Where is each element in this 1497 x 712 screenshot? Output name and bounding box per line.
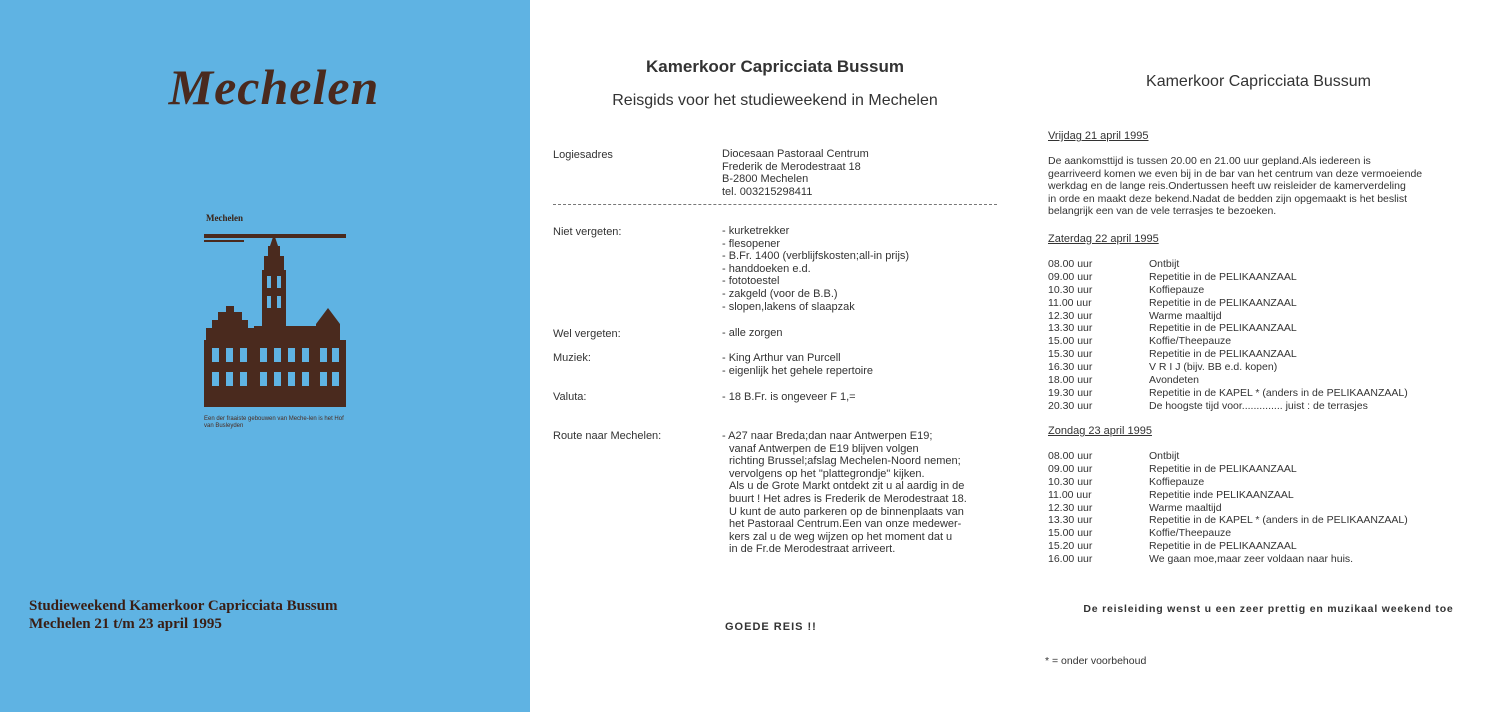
- list-item: - alle zorgen: [722, 327, 783, 339]
- cover-footer: [29, 597, 337, 633]
- cover-footer-line2: Mechelen 21 t/m 23 april 1995: [29, 616, 222, 632]
- schedule-time: 09.00 uur: [1048, 462, 1093, 475]
- saturday-heading: Zaterdag 22 april 1995: [1048, 233, 1159, 245]
- hof-van-busleyden-illustration: [204, 232, 346, 410]
- list-item: - fototoestel: [722, 275, 780, 288]
- sunday-schedule: [1048, 450, 1488, 566]
- route-line: buurt ! Het adres is Frederik de Merodestraat 18.: [729, 492, 967, 505]
- schedule-activity: Repetitie in de PELIKAANZAAL: [1149, 270, 1297, 283]
- schedule-time: 19.30 uur: [1048, 386, 1093, 399]
- list-item: - 18 B.Fr. is ongeveer F 1,=: [722, 391, 856, 403]
- cover-image-label: Mechelen: [206, 213, 243, 223]
- intro-line: De aankomsttijd is tussen 20.00 en 21.00 uur gepland.Als iedereen is: [1048, 155, 1371, 167]
- schedule-activity: Repetitie in de PELIKAANZAAL: [1149, 462, 1297, 475]
- saturday-schedule: [1048, 258, 1488, 413]
- do-forget-list: [722, 327, 783, 340]
- schedule-time: 08.00 uur: [1048, 258, 1093, 270]
- schedule-time: 10.30 uur: [1048, 283, 1093, 296]
- schedule-row: [1048, 310, 1488, 323]
- dont-forget-list: [722, 225, 909, 313]
- schedule-activity: V R I J (bijv. BB e.d. kopen): [1149, 361, 1278, 374]
- schedule-row: [1048, 387, 1488, 400]
- intro-line: werkdag en de lange reis.Ondertussen heeft uw reisleider de kamerverdeling: [1048, 180, 1406, 193]
- section-divider: [553, 204, 997, 205]
- schedule-activity: Ontbijt: [1149, 258, 1180, 270]
- list-item: - flesopener: [722, 237, 781, 250]
- schedule-activity: Repetitie in de KAPEL * (anders in de PELIKAANZAAL): [1149, 386, 1408, 399]
- route-line: vanaf Antwerpen de E19 blijven volgen: [729, 442, 919, 455]
- cover-title: Mechelen: [168, 59, 380, 115]
- schedule-activity: Repetitie in de KAPEL * (anders in de PELIKAANZAAL): [1149, 514, 1408, 527]
- route-line: kers zal u de weg wijzen op het moment dat u: [729, 530, 953, 543]
- guide-title: Kamerkoor Capricciata Bussum: [646, 57, 904, 76]
- schedule-time: 18.00 uur: [1048, 374, 1093, 387]
- guide-subtitle: Reisgids voor het studieweekend in Mechelen: [612, 92, 938, 109]
- list-item: - kurketrekker: [722, 225, 790, 237]
- schedule-footnote: * = onder voorbehoud: [1045, 655, 1147, 667]
- lodging-label: Logiesadres: [553, 149, 613, 161]
- music-list: [722, 352, 873, 377]
- lodging-address: [722, 148, 869, 198]
- schedule-activity: Warme maaltijd: [1149, 501, 1222, 514]
- address-line: B-2800 Mechelen: [722, 173, 809, 186]
- list-item: - zakgeld (voor de B.B.): [722, 287, 838, 300]
- schedule-row: [1048, 540, 1488, 553]
- friday-heading: Vrijdag 21 april 1995: [1048, 130, 1149, 142]
- do-forget-label: Wel vergeten:: [553, 328, 621, 340]
- schedule-activity: Koffie/Theepauze: [1149, 527, 1232, 540]
- schedule-page: [1020, 0, 1497, 712]
- schedule-row: [1048, 374, 1488, 387]
- sunday-heading: Zondag 23 april 1995: [1048, 425, 1152, 437]
- intro-line: gearriveerd komen we even bij in de bar van het centrum van deze vermoeiende: [1048, 167, 1423, 180]
- schedule-row: [1048, 553, 1488, 566]
- address-line: Frederik de Merodestraat 18: [722, 160, 861, 173]
- schedule-time: 09.00 uur: [1048, 270, 1093, 283]
- route-line: in de Fr.de Merodestraat arriveert.: [729, 543, 896, 556]
- schedule-row: [1048, 476, 1488, 489]
- schedule-row: [1048, 450, 1488, 463]
- schedule-row: [1048, 258, 1488, 271]
- schedule-activity: Repetitie in de PELIKAANZAAL: [1149, 296, 1297, 309]
- schedule-activity: We gaan moe,maar zeer voldaan naar huis.: [1149, 553, 1354, 566]
- schedule-activity: Repetitie in de PELIKAANZAAL: [1149, 322, 1297, 335]
- schedule-row: [1048, 514, 1488, 527]
- intro-line: belangrijk een van de vele terrasjes te bezoeken.: [1048, 205, 1277, 218]
- schedule-activity: Repetitie in de PELIKAANZAAL: [1149, 348, 1297, 361]
- schedule-row: [1048, 502, 1488, 515]
- schedule-time: 08.00 uur: [1048, 450, 1093, 462]
- route-line: het Pastoraal Centrum.Een van onze medewer-: [729, 518, 962, 531]
- schedule-row: [1048, 284, 1488, 297]
- schedule-time: 12.30 uur: [1048, 501, 1093, 514]
- schedule-time: 20.30 uur: [1048, 399, 1093, 412]
- route-label: Route naar Mechelen:: [553, 430, 662, 442]
- guide-closing: GOEDE REIS !!: [725, 621, 817, 633]
- schedule-time: 15.00 uur: [1048, 335, 1093, 348]
- schedule-time: 16.30 uur: [1048, 361, 1093, 374]
- schedule-time: 12.30 uur: [1048, 309, 1093, 322]
- schedule-activity: Avondeten: [1149, 374, 1200, 387]
- cover-image-caption: Een der fraaiste gebouwen van Meche-len is het Hof van Busleyden: [204, 416, 344, 429]
- schedule-activity: Repetitie in de PELIKAANZAAL: [1149, 540, 1297, 553]
- schedule-row: [1048, 527, 1488, 540]
- music-label: Muziek:: [553, 352, 591, 364]
- address-line: Diocesaan Pastoraal Centrum: [722, 148, 869, 160]
- schedule-time: 13.30 uur: [1048, 514, 1093, 527]
- schedule-row: [1048, 361, 1488, 374]
- route-line: - A27 naar Breda;dan naar Antwerpen E19;: [722, 430, 933, 442]
- schedule-activity: Repetitie inde PELIKAANZAAL: [1149, 488, 1294, 501]
- schedule-row: [1048, 297, 1488, 310]
- route-line: Als u de Grote Markt ontdekt zit u al aardig in de: [729, 480, 965, 493]
- cover-panel: [0, 0, 530, 712]
- schedule-time: 15.00 uur: [1048, 527, 1093, 540]
- schedule-time: 10.30 uur: [1048, 475, 1093, 488]
- list-item: - slopen,lakens of slaapzak: [722, 300, 855, 313]
- schedule-row: [1048, 489, 1488, 502]
- schedule-row: [1048, 400, 1488, 413]
- schedule-activity: Warme maaltijd: [1149, 309, 1222, 322]
- route-line: U kunt de auto parkeren op de binnenplaats van: [729, 505, 964, 518]
- schedule-activity: Koffie/Theepauze: [1149, 335, 1232, 348]
- list-item: - King Arthur van Purcell: [722, 352, 841, 364]
- list-item: - handdoeken e.d.: [722, 262, 811, 275]
- schedule-closing: De reisleiding wenst u een zeer prettig en muzikaal weekend toe: [1083, 603, 1454, 615]
- route-description: [722, 430, 967, 556]
- currency-label: Valuta:: [553, 391, 587, 403]
- schedule-row: [1048, 335, 1488, 348]
- currency-list: [722, 391, 856, 404]
- schedule-time: 13.30 uur: [1048, 322, 1093, 335]
- route-line: richting Brussel;afslag Mechelen-Noord nemen;: [729, 455, 961, 468]
- schedule-time: 11.00 uur: [1048, 488, 1092, 501]
- dont-forget-label: Niet vergeten:: [553, 226, 622, 238]
- schedule-time: 15.30 uur: [1048, 348, 1093, 361]
- schedule-time: 11.00 uur: [1048, 296, 1092, 309]
- schedule-row: [1048, 463, 1488, 476]
- schedule-activity: Koffiepauze: [1149, 283, 1205, 296]
- schedule-activity: Koffiepauze: [1149, 475, 1205, 488]
- schedule-row: [1048, 348, 1488, 361]
- address-line: tel. 003215298411: [722, 185, 813, 198]
- friday-intro: [1048, 155, 1458, 218]
- route-line: vervolgens op het "plattegrondje" kijken.: [729, 467, 925, 480]
- schedule-activity: De hoogste tijd voor.............. juist : de terrasjes: [1149, 399, 1368, 412]
- schedule-time: 15.20 uur: [1048, 540, 1093, 553]
- cover-footer-line1: Studieweekend Kamerkoor Capricciata Bussum: [29, 598, 338, 614]
- schedule-title: Kamerkoor Capricciata Bussum: [1146, 73, 1371, 90]
- list-item: - eigenlijk het gehele repertoire: [722, 364, 874, 377]
- schedule-row: [1048, 271, 1488, 284]
- schedule-time: 16.00 uur: [1048, 553, 1093, 566]
- schedule-activity: Ontbijt: [1149, 450, 1180, 462]
- intro-line: in orde en maakt deze bekend.Nadat de bedden zijn opgemaakt is het beslist: [1048, 192, 1407, 205]
- travel-guide-page: [530, 0, 1020, 712]
- list-item: - B.Fr. 1400 (verblijfskosten;all-in prijs): [722, 250, 910, 263]
- schedule-row: [1048, 322, 1488, 335]
